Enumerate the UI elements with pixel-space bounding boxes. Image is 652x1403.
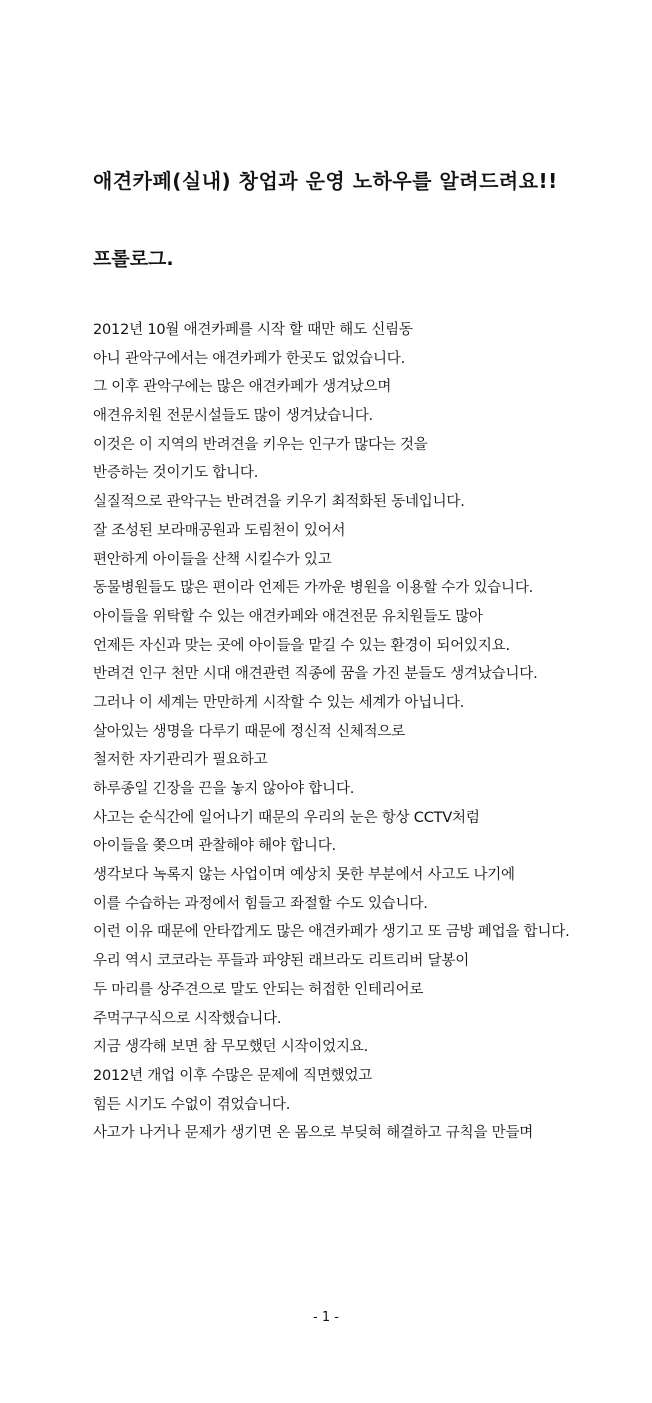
text-line: 힘든 시기도 수없이 겪었습니다.	[93, 1096, 291, 1113]
text-line: 그러나 이 세계는 만만하게 시작할 수 있는 세계가 아닙니다.	[93, 694, 465, 711]
text-line: 하루종일 긴장을 끈을 놓지 않아야 합니다.	[93, 781, 355, 797]
text-line: 주먹구구식으로 시작했습니다.	[93, 1010, 282, 1027]
text-line: 사고가 나거나 문제가 생기면 온 몸으로 부딪혀 해결하고 규칙을 만들며	[93, 1125, 534, 1142]
text-line: 이것은 이 지역의 반려견을 키우는 인구가 많다는 것을	[93, 436, 428, 453]
text-line: 생각보다 녹록지 않는 사업이며 예상치 못한 부분에서 사고도 나기에	[93, 867, 515, 884]
text-line: 편안하게 아이들을 산책 시킬수가 있고	[93, 551, 332, 568]
text-line: 이런 이유 때문에 안타깝게도 많은 애견카페가 생기고 또 금방 폐업을 합니다.	[93, 924, 570, 941]
text-line: 반증하는 것이기도 합니다.	[93, 465, 259, 482]
text-line: 우리 역시 코코라는 푸들과 파양된 래브라도 리트리버 달봉이	[93, 953, 470, 970]
page-number: - 1 -	[313, 1310, 339, 1325]
body-text	[93, 316, 613, 1148]
text-line: 실질적으로 관악구는 반려견을 키우기 최적화된 동네입니다.	[93, 494, 465, 511]
text-line: 언제든 자신과 맞는 곳에 아이들을 맡길 수 있는 환경이 되어있지요.	[93, 637, 510, 654]
text-line: 2012년 10월 애견카페를 시작 할 때만 해도 신림동	[93, 322, 413, 338]
text-line: 이를 수습하는 과정에서 힘들고 좌절할 수도 있습니다.	[93, 895, 428, 912]
text-line: 2012년 개업 이후 수많은 문제에 직면했었고	[93, 1067, 373, 1084]
text-line: 그 이후 관악구에는 많은 애견카페가 생겨났으며	[93, 379, 392, 396]
text-line: 애견유치원 전문시설들도 많이 생겨났습니다.	[93, 408, 373, 425]
text-line: 잘 조성된 보라매공원과 도림천이 있어서	[93, 522, 346, 539]
text-line: 사고는 순식간에 일어나기 때문의 우리의 눈은 항상 CCTV처럼	[93, 809, 480, 826]
text-line: 지금 생각해 보면 참 무모했던 시작이었지요.	[93, 1039, 368, 1056]
text-line: 아니 관악구에서는 애견카페가 한곳도 없었습니다.	[93, 350, 405, 367]
text-line: 두 마리를 상주견으로 말도 안되는 허접한 인테리어로	[93, 981, 424, 998]
text-line: 동물병원들도 많은 편이라 언제든 가까운 병원을 이용할 수가 있습니다.	[93, 580, 534, 597]
section-heading: 프롤로그.	[93, 248, 174, 270]
text-line: 아이들을 위탁할 수 있는 애견카페와 애견전문 유치원들도 많아	[93, 608, 483, 625]
text-line: 철저한 자기관리가 필요하고	[93, 752, 268, 769]
text-line: 살아있는 생명을 다루기 때문에 정신적 신체적으로	[93, 723, 405, 740]
text-line: 아이들을 쫒으며 관찰해야 해야 합니다.	[93, 838, 336, 855]
text-line: 반려견 인구 천만 시대 애견관련 직종에 꿈을 가진 분들도 생겨났습니다.	[93, 666, 538, 683]
document-title: 애견카페(실내) 창업과 운영 노하우를 알려드려요!!	[93, 169, 558, 193]
